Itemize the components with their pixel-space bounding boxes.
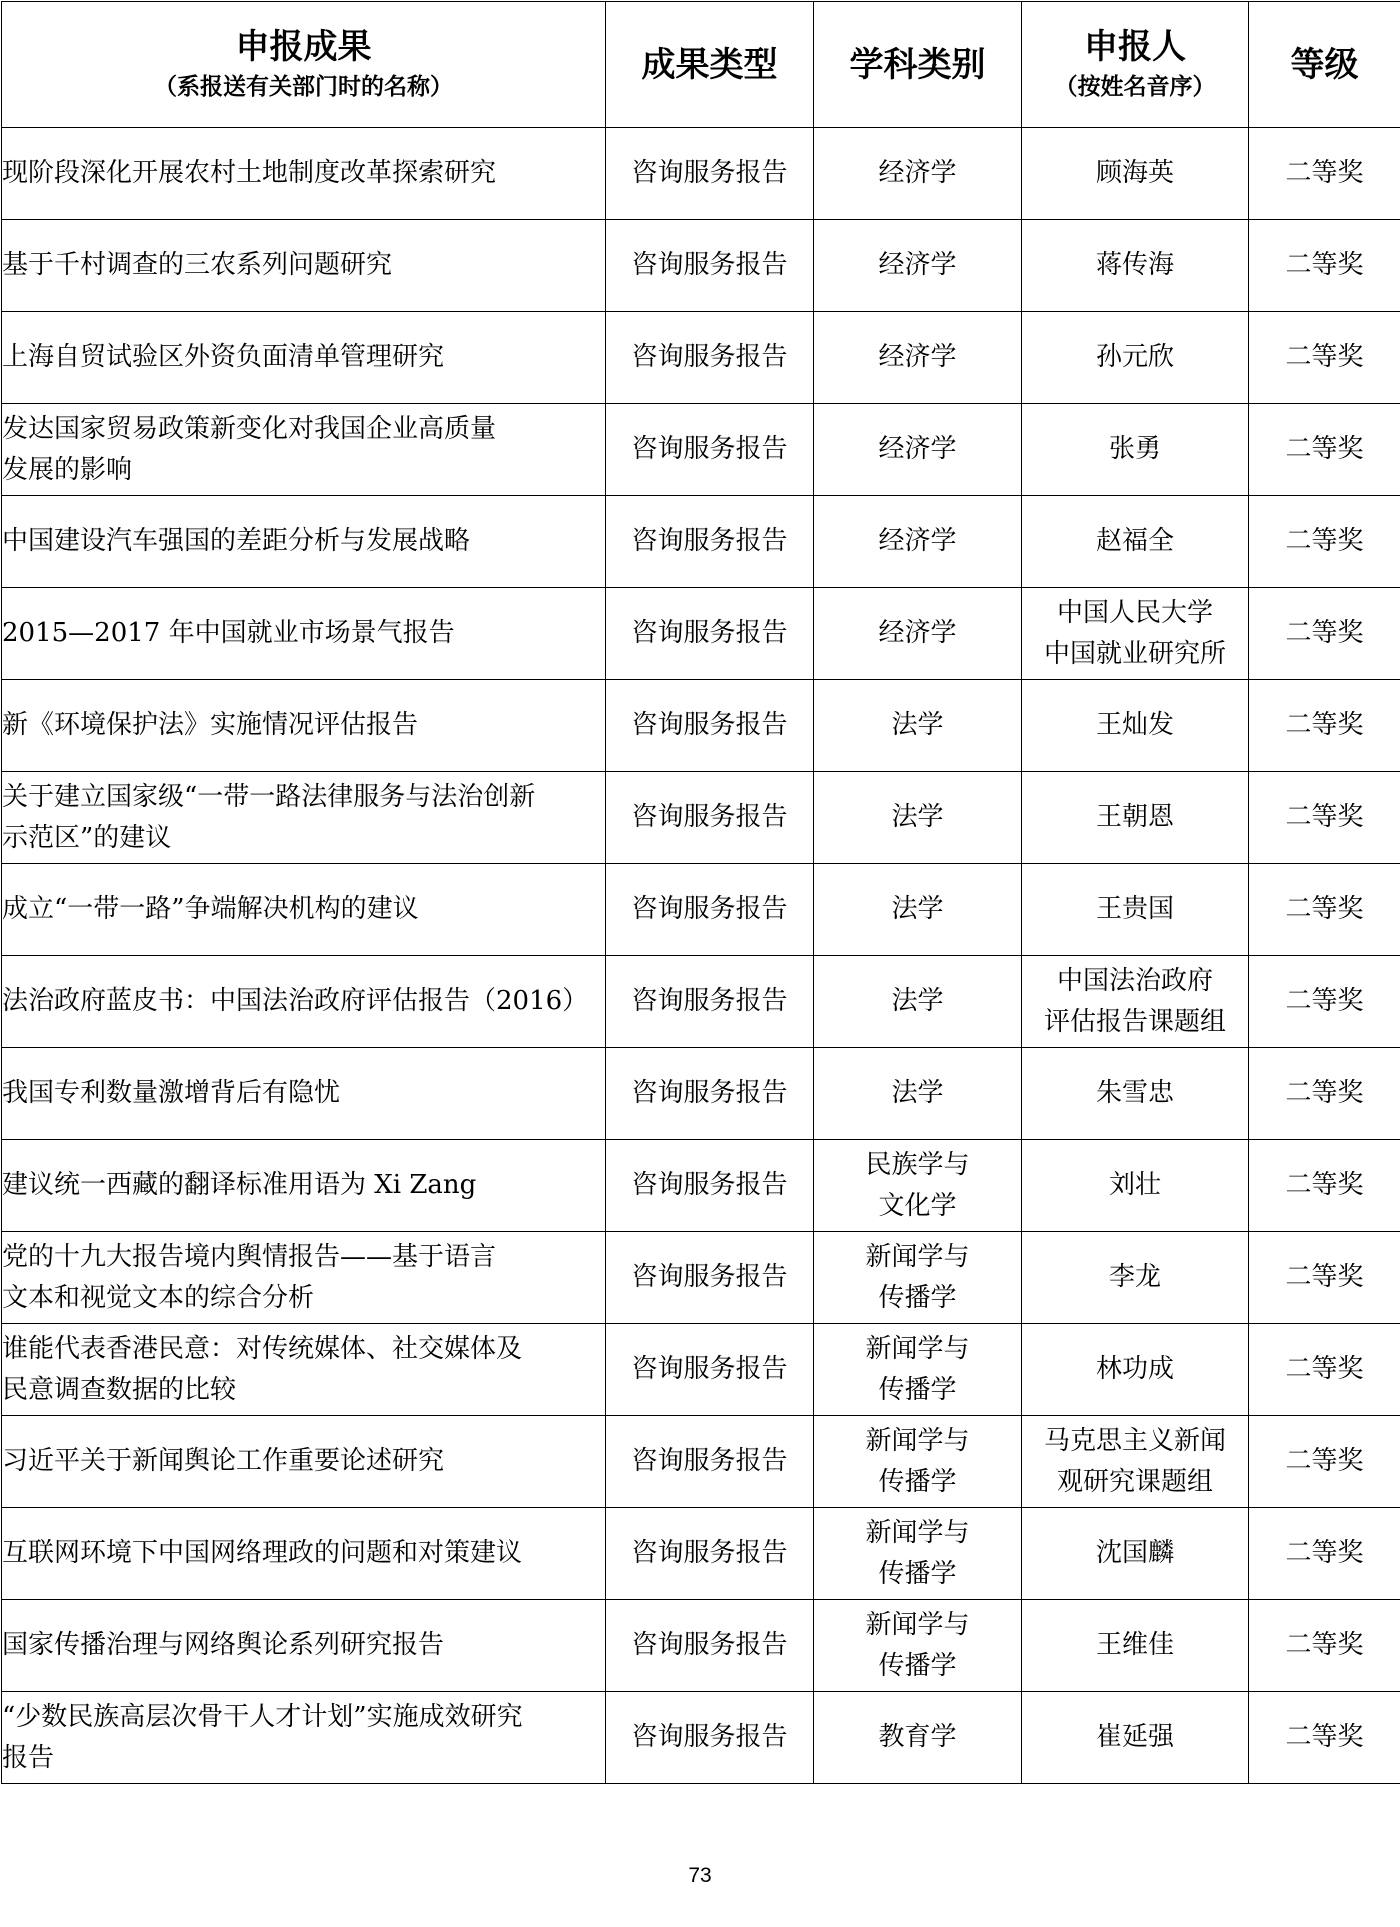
table-row — [2, 128, 1400, 220]
table-row — [2, 496, 1400, 588]
cell-type: 咨询服务报告 — [606, 1048, 814, 1140]
cell-applicant: 中国人民大学 中国就业研究所 — [1022, 588, 1249, 680]
cell-title: “少数民族高层次骨干人才计划”实施成效研究 报告 — [2, 1692, 606, 1784]
cell-applicant: 林功成 — [1022, 1324, 1249, 1416]
table-row — [2, 1232, 1400, 1324]
table-row — [2, 956, 1400, 1048]
page-number: 73 — [688, 1864, 712, 1887]
header-applicant-sub: （按姓名音序） — [1054, 73, 1216, 100]
header-discipline — [814, 2, 1022, 128]
cell-type: 咨询服务报告 — [606, 1324, 814, 1416]
cell-title: 党的十九大报告境内舆情报告——基于语言 文本和视觉文本的综合分析 — [2, 1232, 606, 1324]
cell-grade: 二等奖 — [1249, 128, 1400, 220]
cell-grade: 二等奖 — [1249, 404, 1400, 496]
cell-title: 法治政府蓝皮书：中国法治政府评估报告（2016） — [2, 956, 606, 1048]
awards-table — [1, 1, 1400, 1784]
cell-grade: 二等奖 — [1249, 588, 1400, 680]
table-row — [2, 1048, 1400, 1140]
cell-applicant: 王贵国 — [1022, 864, 1249, 956]
cell-discipline: 新闻学与 传播学 — [814, 1324, 1022, 1416]
cell-title: 谁能代表香港民意：对传统媒体、社交媒体及 民意调查数据的比较 — [2, 1324, 606, 1416]
cell-title: 建议统一西藏的翻译标准用语为 Xi Zang — [2, 1140, 606, 1232]
header-title-sub: （系报送有关部门时的名称） — [154, 73, 453, 100]
cell-title: 互联网环境下中国网络理政的问题和对策建议 — [2, 1508, 606, 1600]
cell-grade: 二等奖 — [1249, 680, 1400, 772]
table-body — [2, 128, 1400, 1784]
cell-type: 咨询服务报告 — [606, 772, 814, 864]
header-discipline-label: 学科类别 — [849, 44, 986, 85]
cell-title: 习近平关于新闻舆论工作重要论述研究 — [2, 1416, 606, 1508]
cell-discipline: 新闻学与 传播学 — [814, 1600, 1022, 1692]
table-row — [2, 1324, 1400, 1416]
cell-type: 咨询服务报告 — [606, 1232, 814, 1324]
table-row — [2, 1692, 1400, 1784]
cell-discipline: 新闻学与 传播学 — [814, 1508, 1022, 1600]
cell-applicant: 孙元欣 — [1022, 312, 1249, 404]
cell-title: 国家传播治理与网络舆论系列研究报告 — [2, 1600, 606, 1692]
header-row — [2, 2, 1400, 128]
cell-grade: 二等奖 — [1249, 956, 1400, 1048]
cell-title: 基于千村调查的三农系列问题研究 — [2, 220, 606, 312]
table-header — [2, 2, 1400, 128]
cell-discipline: 新闻学与 传播学 — [814, 1232, 1022, 1324]
cell-type: 咨询服务报告 — [606, 1600, 814, 1692]
header-grade — [1249, 2, 1400, 128]
cell-grade: 二等奖 — [1249, 220, 1400, 312]
cell-applicant: 王朝恩 — [1022, 772, 1249, 864]
header-applicant-main: 申报人 — [1084, 26, 1186, 67]
cell-applicant: 李龙 — [1022, 1232, 1249, 1324]
cell-type: 咨询服务报告 — [606, 128, 814, 220]
cell-discipline: 法学 — [814, 956, 1022, 1048]
cell-grade: 二等奖 — [1249, 312, 1400, 404]
cell-applicant: 王维佳 — [1022, 1600, 1249, 1692]
cell-grade: 二等奖 — [1249, 1416, 1400, 1508]
cell-applicant: 蒋传海 — [1022, 220, 1249, 312]
cell-grade: 二等奖 — [1249, 1508, 1400, 1600]
cell-grade: 二等奖 — [1249, 1140, 1400, 1232]
cell-type: 咨询服务报告 — [606, 1140, 814, 1232]
header-applicant — [1022, 2, 1249, 128]
cell-grade: 二等奖 — [1249, 1324, 1400, 1416]
cell-title: 上海自贸试验区外资负面清单管理研究 — [2, 312, 606, 404]
cell-type: 咨询服务报告 — [606, 680, 814, 772]
cell-discipline: 民族学与 文化学 — [814, 1140, 1022, 1232]
cell-discipline: 法学 — [814, 1048, 1022, 1140]
cell-discipline: 经济学 — [814, 312, 1022, 404]
cell-title: 成立“一带一路”争端解决机构的建议 — [2, 864, 606, 956]
cell-discipline: 经济学 — [814, 128, 1022, 220]
table-row — [2, 1416, 1400, 1508]
table-row — [2, 1508, 1400, 1600]
cell-discipline: 法学 — [814, 772, 1022, 864]
cell-discipline: 法学 — [814, 864, 1022, 956]
header-type-label: 成果类型 — [641, 44, 778, 85]
cell-grade: 二等奖 — [1249, 772, 1400, 864]
cell-title: 关于建立国家级“一带一路法律服务与法治创新 示范区”的建议 — [2, 772, 606, 864]
cell-title: 2015—2017 年中国就业市场景气报告 — [2, 588, 606, 680]
cell-applicant: 朱雪忠 — [1022, 1048, 1249, 1140]
cell-discipline: 法学 — [814, 680, 1022, 772]
cell-type: 咨询服务报告 — [606, 312, 814, 404]
cell-applicant: 顾海英 — [1022, 128, 1249, 220]
cell-discipline: 新闻学与 传播学 — [814, 1416, 1022, 1508]
table-row — [2, 312, 1400, 404]
cell-title: 中国建设汽车强国的差距分析与发展战略 — [2, 496, 606, 588]
table-row — [2, 1600, 1400, 1692]
cell-type: 咨询服务报告 — [606, 864, 814, 956]
table-row — [2, 588, 1400, 680]
header-title — [2, 2, 606, 128]
cell-type: 咨询服务报告 — [606, 1416, 814, 1508]
cell-discipline: 经济学 — [814, 404, 1022, 496]
header-title-main: 申报成果 — [235, 26, 372, 67]
table-row — [2, 220, 1400, 312]
cell-type: 咨询服务报告 — [606, 588, 814, 680]
cell-discipline: 经济学 — [814, 220, 1022, 312]
cell-grade: 二等奖 — [1249, 1048, 1400, 1140]
cell-type: 咨询服务报告 — [606, 1692, 814, 1784]
cell-type: 咨询服务报告 — [606, 956, 814, 1048]
cell-applicant: 沈国麟 — [1022, 1508, 1249, 1600]
cell-title: 现阶段深化开展农村土地制度改革探索研究 — [2, 128, 606, 220]
cell-title: 我国专利数量激增背后有隐忧 — [2, 1048, 606, 1140]
cell-applicant: 马克思主义新闻 观研究课题组 — [1022, 1416, 1249, 1508]
cell-discipline: 教育学 — [814, 1692, 1022, 1784]
table-row — [2, 864, 1400, 956]
table-row — [2, 404, 1400, 496]
cell-type: 咨询服务报告 — [606, 404, 814, 496]
cell-grade: 二等奖 — [1249, 1600, 1400, 1692]
header-grade-label: 等级 — [1290, 44, 1359, 85]
cell-title: 新《环境保护法》实施情况评估报告 — [2, 680, 606, 772]
cell-discipline: 经济学 — [814, 588, 1022, 680]
cell-type: 咨询服务报告 — [606, 220, 814, 312]
cell-applicant: 赵福全 — [1022, 496, 1249, 588]
cell-applicant: 张勇 — [1022, 404, 1249, 496]
cell-type: 咨询服务报告 — [606, 1508, 814, 1600]
cell-type: 咨询服务报告 — [606, 496, 814, 588]
cell-applicant: 刘壮 — [1022, 1140, 1249, 1232]
cell-grade: 二等奖 — [1249, 1692, 1400, 1784]
header-type — [606, 2, 814, 128]
cell-applicant: 中国法治政府 评估报告课题组 — [1022, 956, 1249, 1048]
table-row — [2, 680, 1400, 772]
cell-grade: 二等奖 — [1249, 496, 1400, 588]
cell-applicant: 崔延强 — [1022, 1692, 1249, 1784]
cell-grade: 二等奖 — [1249, 864, 1400, 956]
cell-grade: 二等奖 — [1249, 1232, 1400, 1324]
cell-title: 发达国家贸易政策新变化对我国企业高质量 发展的影响 — [2, 404, 606, 496]
cell-discipline: 经济学 — [814, 496, 1022, 588]
cell-applicant: 王灿发 — [1022, 680, 1249, 772]
table-row — [2, 1140, 1400, 1232]
table-row — [2, 772, 1400, 864]
